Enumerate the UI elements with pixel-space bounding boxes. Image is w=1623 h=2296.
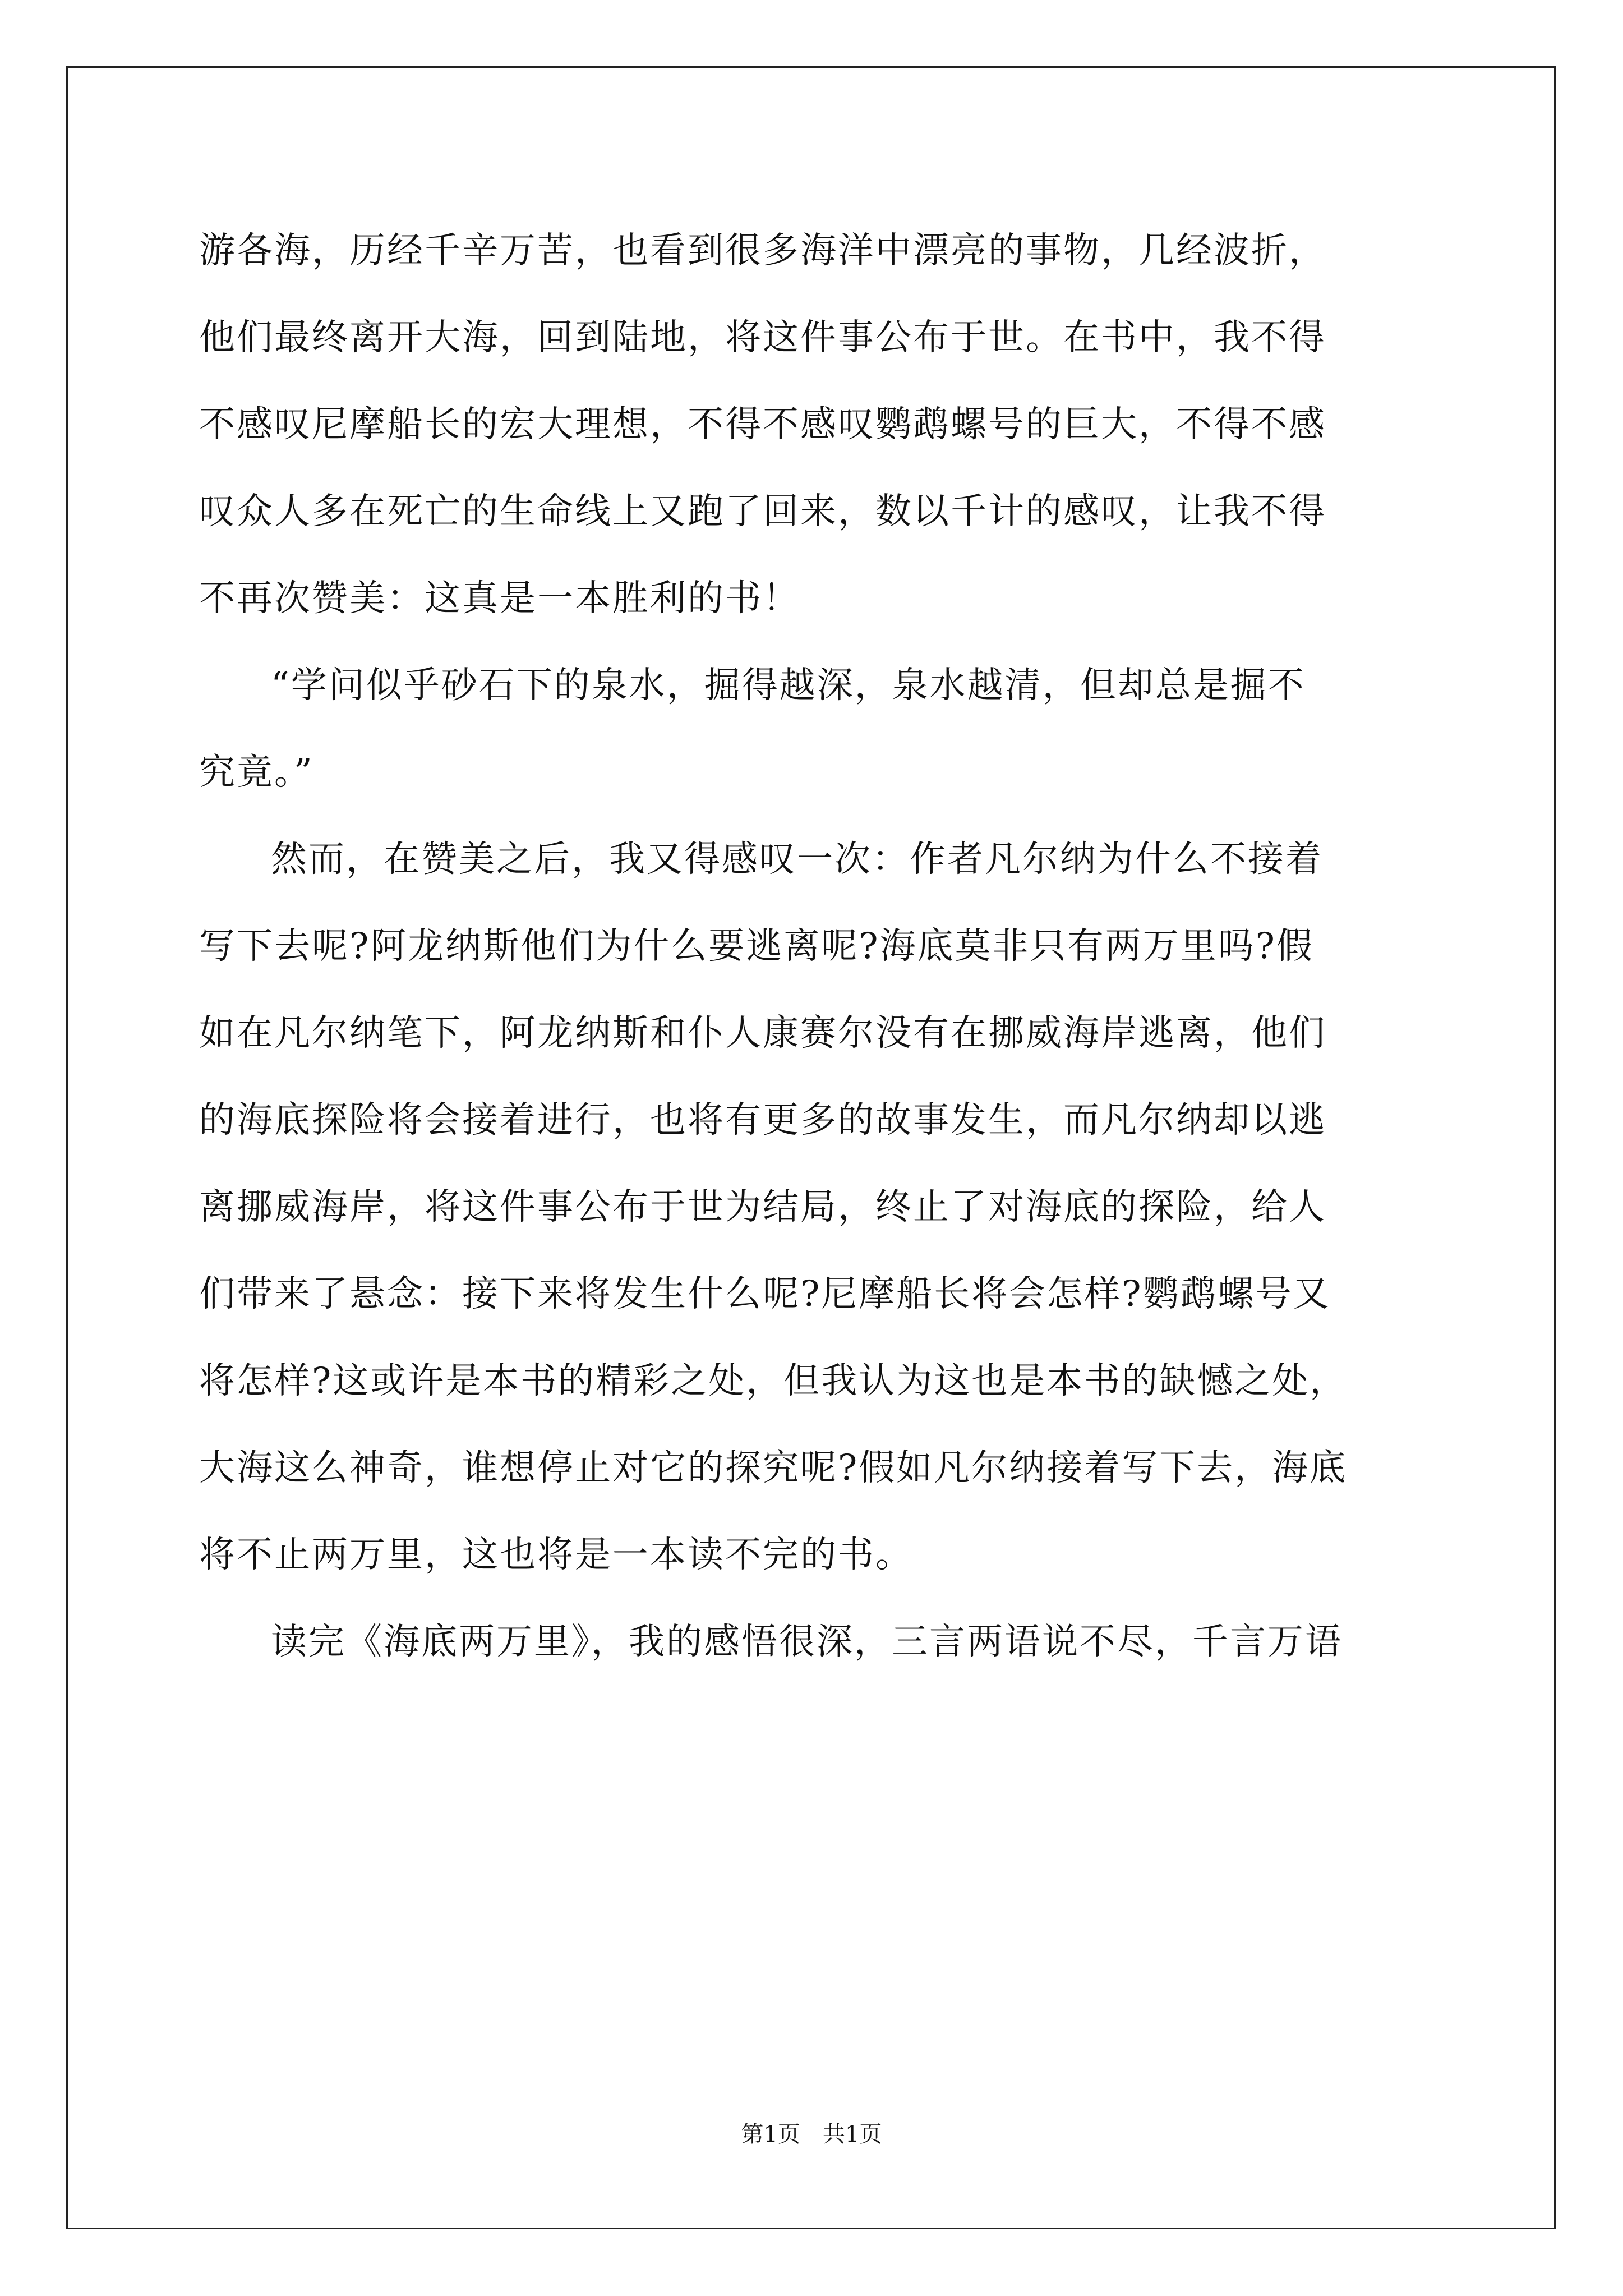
text-line: 他们最终离开大海，回到陆地，将这件事公布于世。在书中，我不得 — [199, 317, 1326, 358]
text-line: 如在凡尔纳笔下，阿龙纳斯和仆人康赛尔没有在挪威海岸逃离，他们 — [199, 1013, 1326, 1054]
text-line: 游各海，历经千辛万苦，也看到很多海洋中漂亮的事物，几经波折， — [199, 230, 1326, 272]
text-line: 写下去呢?阿龙纳斯他们为什么要逃离呢?海底莫非只有两万里吗?假 — [199, 926, 1314, 967]
text-line: 大海这么神奇，谁想停止对它的探究呢?假如凡尔纳接着写下去，海底 — [199, 1447, 1348, 1489]
text-line: 不感叹尼摩船长的宏大理想，不得不感叹鹦鹉螺号的巨大，不得不感 — [199, 404, 1326, 445]
text-line-paragraph-start: 读完《海底两万里》，我的感悟很深，三言两语说不尽，千言万语 — [271, 1621, 1343, 1663]
document-body — [199, 208, 1438, 1686]
text-line: 离挪威海岸，将这件事公布于世为结局，终止了对海底的探险，给人 — [199, 1186, 1326, 1228]
page-footer: 第1页 共1页 — [741, 2122, 882, 2147]
text-line: 究竟。” — [199, 752, 314, 793]
text-line: 将不止两万里，这也将是一本读不完的书。 — [199, 1534, 913, 1576]
text-line-paragraph-start: “学问似乎砂石下的泉水，掘得越深，泉水越清，但却总是掘不 — [271, 665, 1306, 706]
text-line: 叹众人多在死亡的生命线上又跑了回来，数以千计的感叹，让我不得 — [199, 491, 1326, 532]
text-line: 将怎样?这或许是本书的精彩之处，但我认为这也是本书的缺憾之处， — [199, 1360, 1348, 1402]
text-line: 们带来了悬念：接下来将发生什么呢?尼摩船长将会怎样?鹦鹉螺号又 — [199, 1273, 1331, 1315]
text-line: 不再次赞美：这真是一本胜利的书！ — [199, 578, 800, 619]
text-line: 的海底探险将会接着进行，也将有更多的故事发生，而凡尔纳却以逃 — [199, 1099, 1326, 1141]
text-line-paragraph-start: 然而，在赞美之后，我又得感叹一次：作者凡尔纳为什么不接着 — [271, 839, 1323, 880]
